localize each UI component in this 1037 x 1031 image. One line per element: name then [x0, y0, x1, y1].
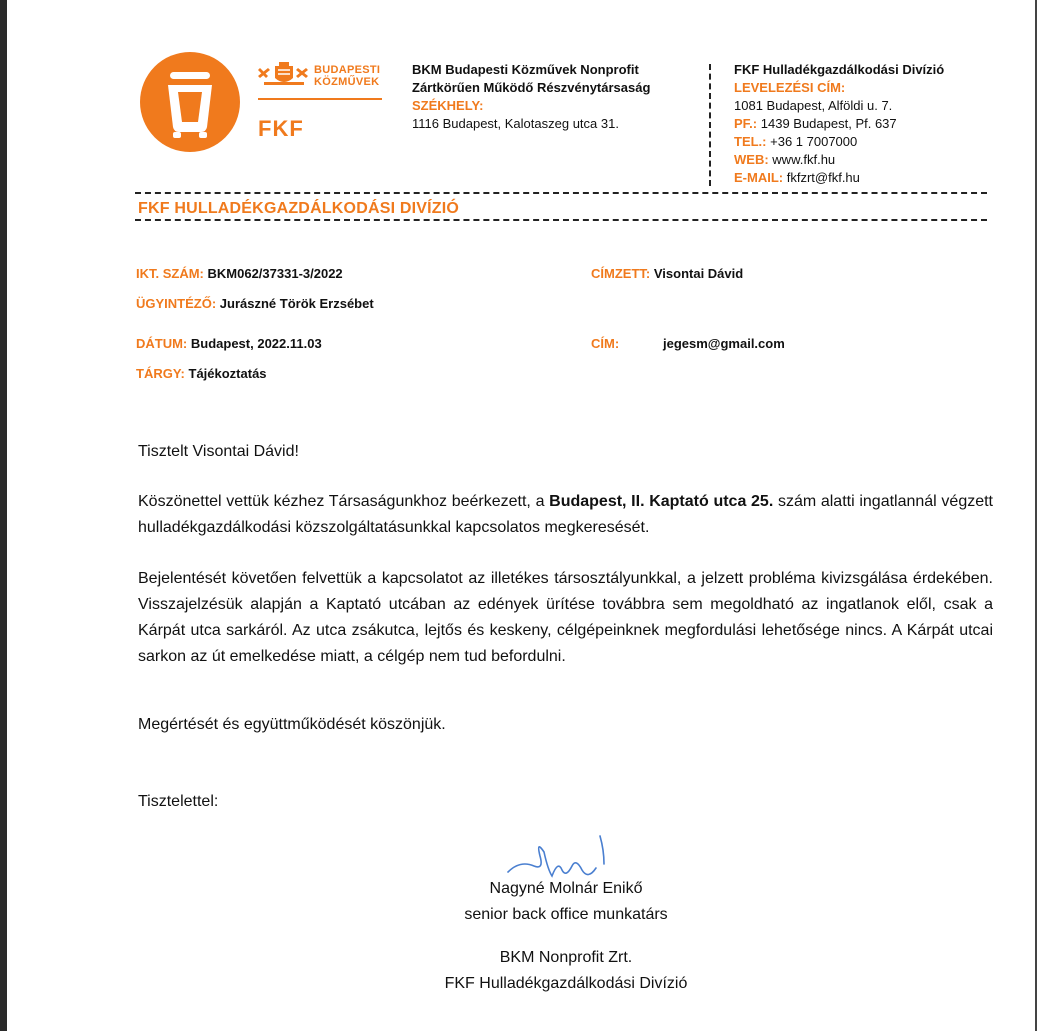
date: [136, 336, 322, 351]
cim-value: jegesm@gmail.com: [663, 336, 785, 351]
p1-address: Budapest, II. Kaptató utca 25.: [549, 493, 774, 510]
email-label: E-MAIL:: [734, 170, 784, 185]
web-value: www.fkf.hu: [772, 152, 836, 167]
ugyintezo-label: ÜGYINTÉZŐ:: [136, 296, 217, 311]
dashed-rule-bottom: [135, 219, 987, 221]
recipient: [591, 266, 743, 281]
datum-value: Budapest, 2022.11.03: [190, 336, 322, 351]
web-line: [734, 151, 944, 169]
ikt-value: BKM062/37331-3/2022: [207, 266, 343, 281]
company-name-line2: Zártkörűen Működő Részvénytársaság: [412, 80, 651, 95]
division-info: [734, 61, 944, 187]
division-name: FKF Hulladékgazdálkodási Divízió: [734, 62, 945, 77]
signer-title: senior back office munkatárs: [464, 906, 668, 923]
greeting: Tisztelt Visontai Dávid!: [138, 443, 299, 460]
cimzett-label: CÍMZETT:: [591, 266, 651, 281]
address-label-row: [591, 336, 619, 351]
ikt-number: [136, 266, 343, 281]
fkf-wordmark: FKF: [258, 116, 304, 141]
brand-line-2: KÖZMŰVEK: [314, 76, 380, 88]
header-vertical-divider: [709, 64, 711, 186]
brand-line-1: BUDAPESTI: [314, 64, 381, 76]
fkf-trash-bin-logo: [140, 52, 240, 152]
email-value: fkfzrt@fkf.hu: [786, 170, 860, 185]
mail-address: 1081 Budapest, Alföldi u. 7.: [734, 98, 893, 113]
signer-name: Nagyné Molnár Enikő: [489, 880, 643, 897]
p1-text-a: Köszönettel vettük kézhez Társaságunkhoz beérkezett, a: [138, 493, 550, 510]
viewer-left-edge: [0, 0, 7, 1031]
division-title: FKF HULLADÉKGAZDÁLKODÁSI DIVÍZIÓ: [138, 200, 460, 217]
subject: [136, 366, 267, 381]
tel-label: TEL.:: [734, 134, 767, 149]
brand-name: [314, 64, 380, 88]
org-line-1: BKM Nonprofit Zrt.: [499, 949, 633, 966]
cim-label: CÍM:: [591, 336, 620, 351]
case-officer: [136, 296, 374, 311]
ikt-label: IKT. SZÁM:: [136, 266, 204, 281]
tel-value: +36 1 7007000: [770, 134, 858, 149]
email-line: [734, 169, 944, 187]
tel-line: [734, 133, 944, 151]
ugyintezo-value: Jurászné Török Erzsébet: [219, 296, 374, 311]
po-label: PF.:: [734, 116, 758, 131]
paragraph-3: Megértését és együttműködését köszönjük.: [138, 716, 446, 733]
mail-label: LEVELEZÉSI CÍM:: [734, 80, 846, 95]
seat-label: SZÉKHELY:: [412, 98, 484, 113]
logo-divider: [258, 98, 382, 100]
dashed-rule-top: [135, 192, 987, 194]
trash-bin-icon: [140, 52, 240, 152]
budapest-crest-icon: [258, 62, 310, 88]
paragraph-1: [138, 489, 993, 541]
closing: Tisztelettel:: [138, 793, 219, 810]
datum-label: DÁTUM:: [136, 336, 188, 351]
po-line: [734, 115, 944, 133]
seat-address: 1116 Budapest, Kalotaszeg utca 31.: [412, 116, 619, 131]
web-label: WEB:: [734, 152, 769, 167]
targy-value: Tájékoztatás: [188, 366, 267, 381]
company-info: [412, 61, 650, 133]
cimzett-value: Visontai Dávid: [653, 266, 744, 281]
paragraph-2: Bejelentését követően felvettük a kapcsolatot az illetékes társosztályunkkal, a jelzett probléma kivizsgálása érdekében. Visszajelzésük alapján a Kaptató utcában az edények ürítése továbbra sem megoldható az ingatlanok elől, csak a Kárpát utca sarkáról. Az utca zsákutca, lejtős és keskeny, célgépeinknek megfordulási lehetősége nincs. A Kárpát utcai sarkon az út emelkedése miatt, a célgép nem tud befordulni.: [138, 570, 993, 665]
p1-text-b: szám alatti ingatlannál végzett hulladékgazdálkodási közszolgáltatásunkkal kapcsolatos megkeresését.: [138, 493, 994, 536]
company-name-line1: BKM Budapesti Közművek Nonprofit: [412, 62, 639, 77]
targy-label: TÁRGY:: [136, 366, 185, 381]
po-value: 1439 Budapest, Pf. 637: [760, 116, 897, 131]
org-line-2: FKF Hulladékgazdálkodási Divízió: [444, 975, 688, 992]
